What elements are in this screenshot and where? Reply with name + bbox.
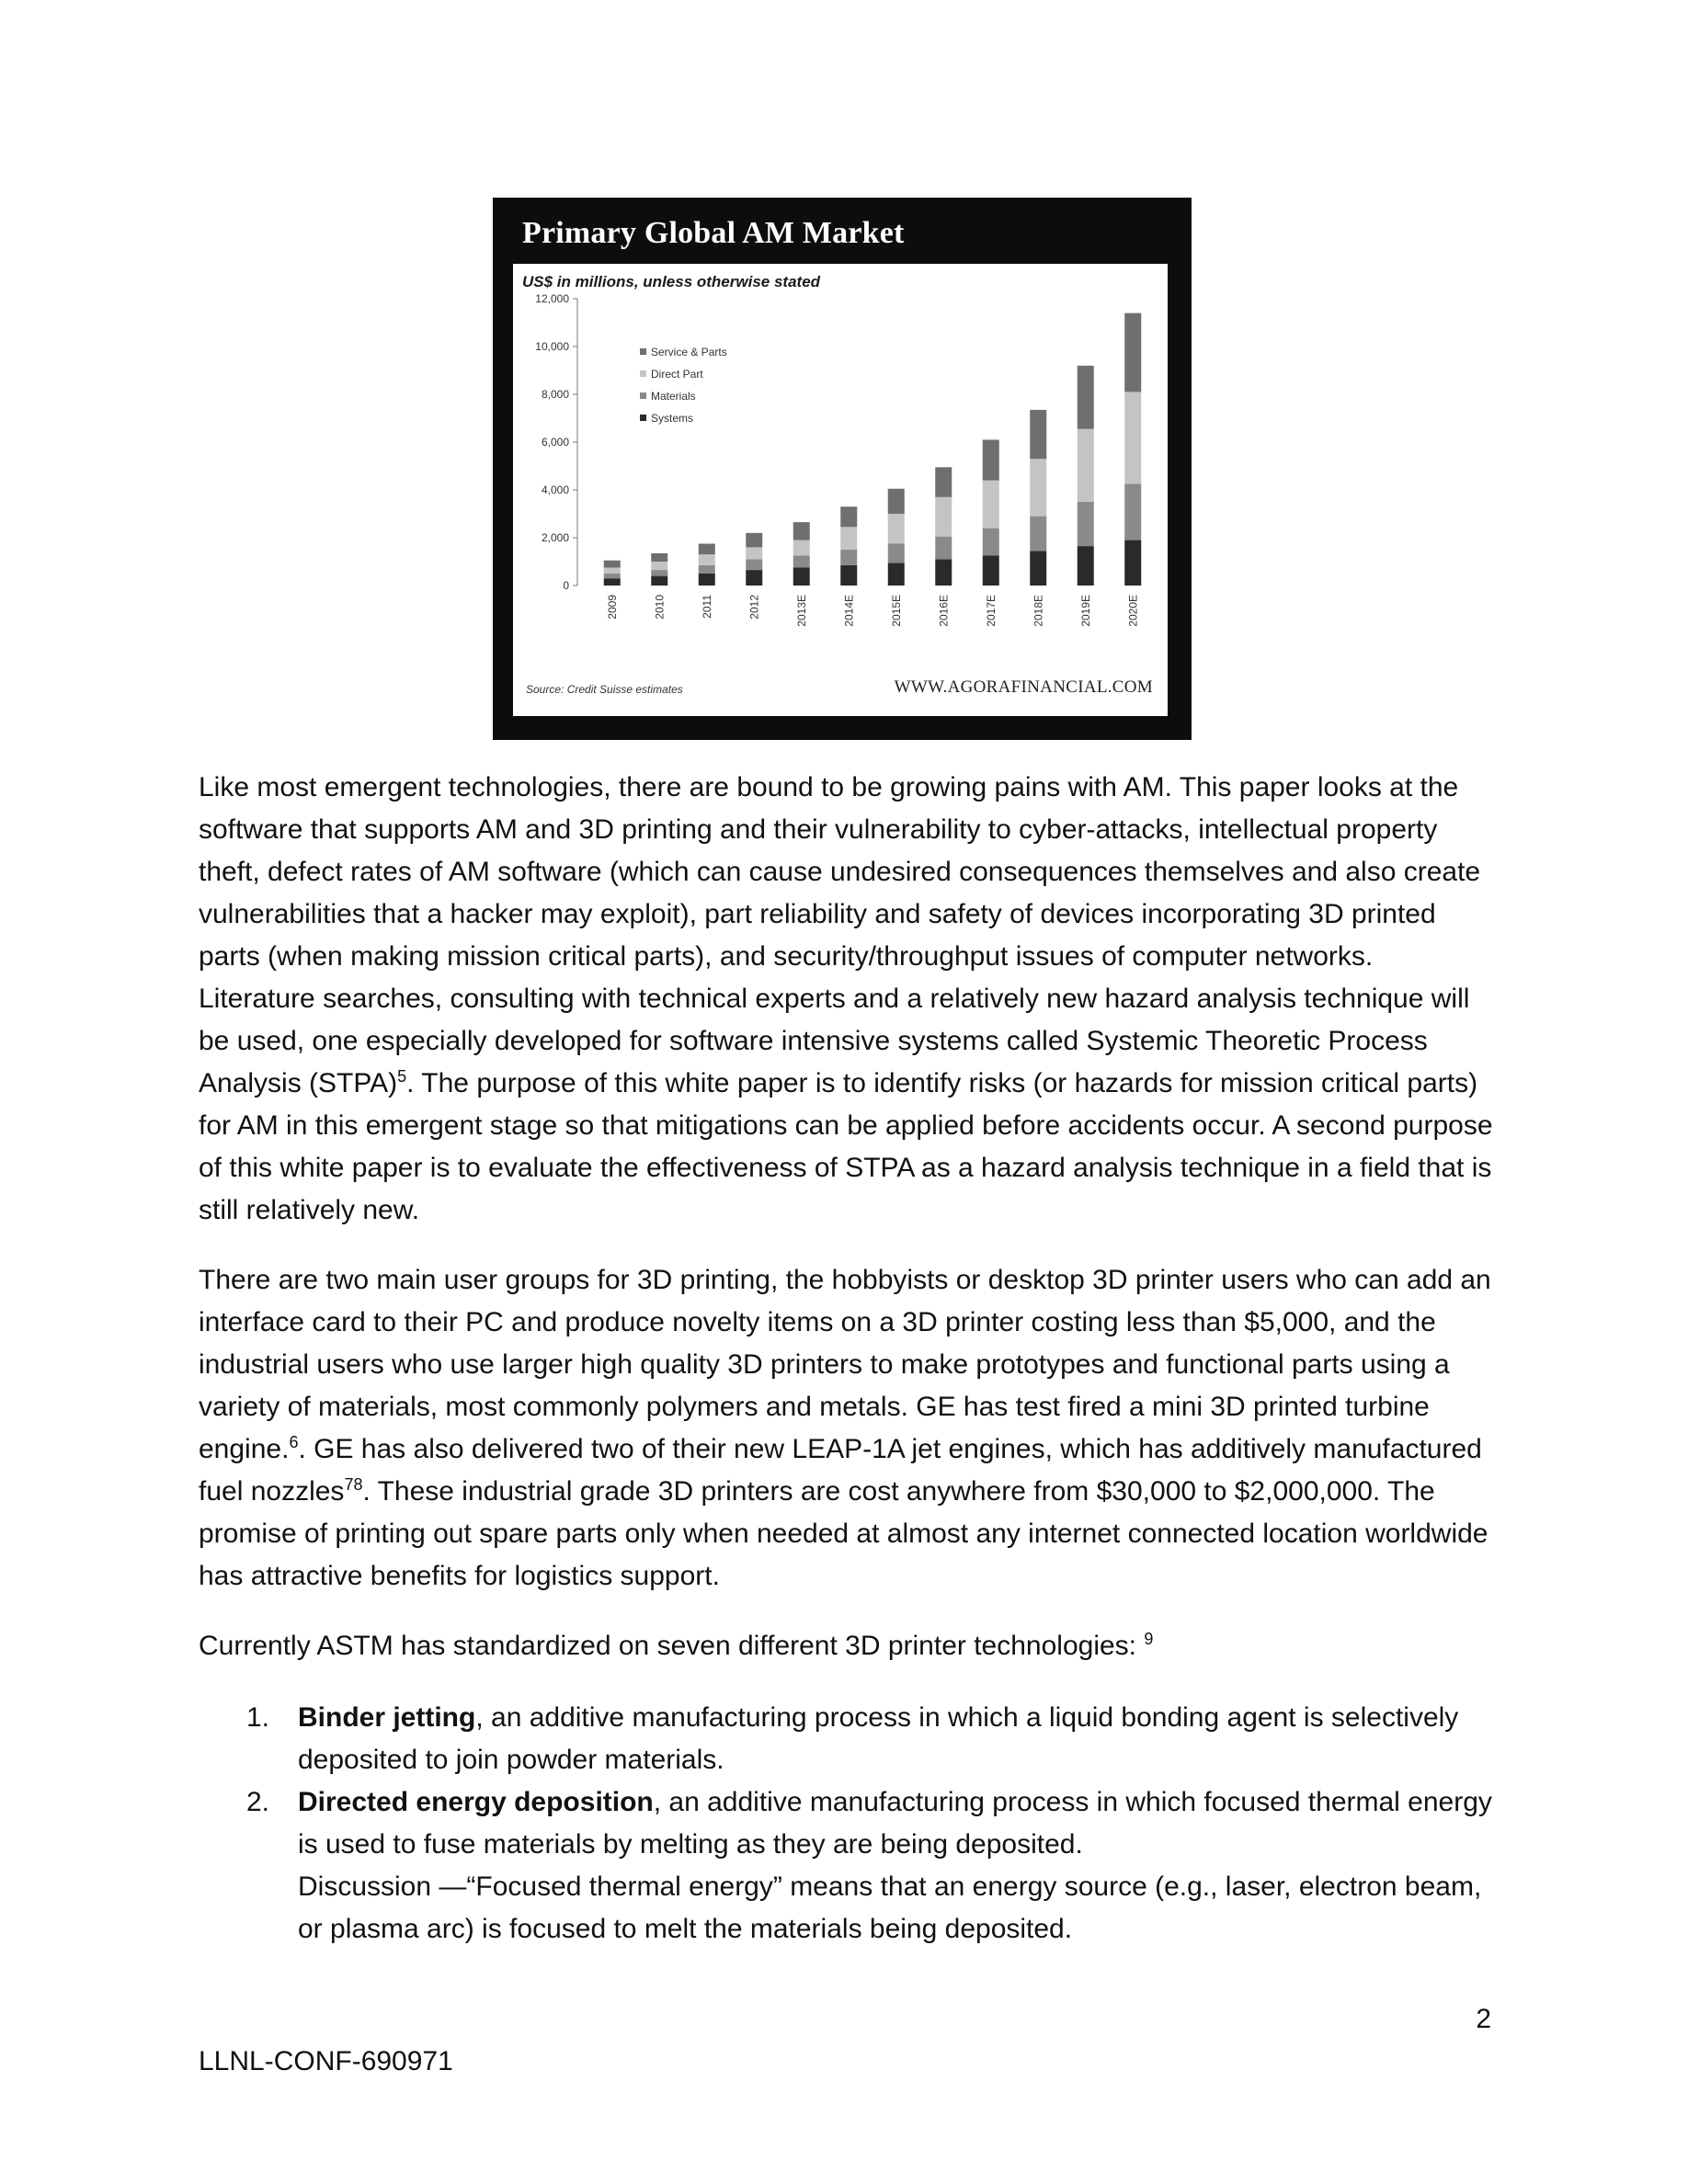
bar-segment-service-parts: [888, 489, 905, 514]
list-text: , an additive manufacturing process in which focused thermal energy is used to fuse materials by melting as they are being deposited.: [298, 1787, 1492, 1860]
legend-swatch: [640, 348, 646, 355]
footnote-ref-78[interactable]: 78: [344, 1475, 363, 1494]
legend-swatch: [640, 370, 646, 377]
document-id: LLNL-CONF-690971: [199, 2046, 453, 2076]
paragraph-3: [199, 1625, 1495, 1667]
legend-label: Systems: [651, 412, 694, 425]
footnote-ref-5[interactable]: 5: [397, 1067, 407, 1086]
bar-segment-systems: [604, 578, 621, 586]
list-term: Binder jetting: [298, 1702, 476, 1733]
bar-segment-systems: [840, 565, 857, 586]
chart-figure: [493, 198, 1192, 740]
bar-segment-materials: [1030, 517, 1046, 552]
bar-segment-direct-part: [651, 562, 667, 570]
bar-segment-service-parts: [793, 522, 810, 540]
legend-swatch: [640, 392, 646, 399]
bar-segment-systems: [699, 574, 715, 586]
bar-segment-direct-part: [888, 514, 905, 544]
bar-segment-materials: [983, 529, 999, 556]
bar-segment-service-parts: [1124, 313, 1141, 392]
bar-segment-direct-part: [1078, 429, 1094, 502]
bar-segment-direct-part: [935, 497, 952, 537]
x-tick-label: 2017E: [984, 595, 998, 627]
stacked-bar-chart: [513, 264, 1168, 716]
bar-segment-service-parts: [983, 439, 999, 480]
y-tick-label: 10,000: [535, 340, 569, 353]
bar-segment-service-parts: [1078, 366, 1094, 429]
bar-segment-materials: [793, 556, 810, 568]
list-number: 1.: [246, 1702, 270, 1733]
chart-panel: [513, 264, 1168, 716]
y-tick-label: 0: [563, 579, 569, 592]
bar-segment-systems: [651, 576, 667, 586]
legend-label: Materials: [651, 390, 696, 403]
bar-segment-materials: [888, 544, 905, 563]
bar-segment-systems: [746, 570, 762, 586]
y-tick-label: 6,000: [541, 436, 569, 449]
bar-segment-systems: [983, 556, 999, 586]
bar-segment-materials: [651, 570, 667, 576]
bar-segment-systems: [1124, 540, 1141, 586]
x-tick-label: 2018E: [1032, 595, 1045, 627]
y-tick-label: 4,000: [541, 483, 569, 496]
chart-subtitle: US$ in millions, unless otherwise stated: [522, 273, 821, 290]
bar-segment-service-parts: [935, 467, 952, 497]
paragraph-1-rest: . The purpose of this white paper is to identify risks (or hazards for mission critical parts) for AM in this emergent stage so that mitigations can be applied before accidents occur. A second purpose of this white paper is to evaluate the effectiveness of STPA as a hazard analysis technique in a field that is still relatively new.: [199, 1068, 1493, 1225]
x-tick-label: 2011: [700, 595, 713, 619]
bar-segment-direct-part: [746, 547, 762, 559]
bar-segment-service-parts: [1030, 410, 1046, 459]
paragraph-2-text-b: . GE has also delivered two of their new LEAP-1A jet engines, which has additively manufactured fuel nozzles: [199, 1434, 1482, 1507]
chart-source: Source: Credit Suisse estimates: [526, 683, 683, 696]
bar-segment-systems: [793, 568, 810, 586]
bar-segment-service-parts: [840, 506, 857, 527]
list-discussion: Discussion —“Focused thermal energy” means that an energy source (e.g., laser, electron beam, or plasma arc) is focused to melt the materials being deposited.: [298, 1871, 1482, 1944]
list-term: Directed energy deposition: [298, 1787, 654, 1817]
bar-segment-materials: [1124, 484, 1141, 540]
legend-label: Direct Part: [651, 368, 703, 381]
list-item: [199, 1781, 1495, 1951]
bar-segment-materials: [604, 574, 621, 578]
paragraph-2-text-a: There are two main user groups for 3D printing, the hobbyists or desktop 3D printer users who can add an interface card to their PC and produce novelty items on a 3D printer costing less than $5,000, and the industrial users who use larger high quality 3D printers to make prototypes and functional parts using a variety of materials, most commonly polymers and metals. GE has test fired a mini 3D printed turbine engine.: [199, 1265, 1491, 1464]
bar-segment-direct-part: [604, 568, 621, 574]
paragraph-2: [199, 1259, 1495, 1598]
x-tick-label: 2019E: [1078, 595, 1092, 627]
paragraph-1-text: Like most emergent technologies, there are bound to be growing pains with AM. This paper looks at the software that supports AM and 3D printing and their vulnerability to cyber-attacks, intellectual property theft, defect rates of AM software (which can cause undesired consequences themselves and also create vulnerabilities that a hacker may exploit), part reliability and safety of devices incorporating 3D printed parts (when making mission critical parts), and security/throughput issues of computer networks. Literature searches, consulting with technical experts and a relatively new hazard analysis technique will be used, one especially developed for software intensive systems called Systemic Theoretic Process Analysis (STPA): [199, 772, 1481, 1098]
bar-segment-service-parts: [699, 544, 715, 555]
bar-segment-systems: [1030, 551, 1046, 586]
bar-segment-service-parts: [651, 553, 667, 562]
x-tick-label: 2013E: [794, 595, 808, 627]
x-tick-label: 2020E: [1126, 595, 1140, 627]
bar-segment-systems: [1078, 546, 1094, 586]
legend-swatch: [640, 415, 646, 421]
bar-segment-direct-part: [983, 481, 999, 529]
list-text: , an additive manufacturing process in which a liquid bonding agent is selectively deposited to join powder materials.: [298, 1702, 1459, 1775]
x-tick-label: 2016E: [937, 595, 951, 627]
y-tick-label: 12,000: [535, 292, 569, 305]
bar-segment-materials: [935, 537, 952, 560]
bar-segment-systems: [888, 563, 905, 586]
bar-segment-materials: [746, 559, 762, 570]
x-tick-label: 2012: [747, 595, 761, 620]
chart-url: WWW.AGORAFINANCIAL.COM: [894, 677, 1153, 697]
page-number: 2: [1476, 2004, 1491, 2034]
x-tick-label: 2015E: [889, 595, 903, 627]
paragraph-3-text: Currently ASTM has standardized on seven different 3D printer technologies:: [199, 1631, 1145, 1661]
x-tick-label: 2009: [605, 595, 619, 620]
bar-segment-direct-part: [1124, 392, 1141, 483]
bar-segment-direct-part: [840, 527, 857, 550]
list-number: 2.: [246, 1787, 270, 1817]
list-item: [199, 1697, 1495, 1781]
chart-title: Primary Global AM Market: [522, 216, 905, 250]
technology-list: [199, 1697, 1495, 1951]
x-tick-label: 2010: [653, 595, 667, 620]
bar-segment-materials: [699, 565, 715, 574]
bar-segment-service-parts: [746, 533, 762, 548]
y-tick-label: 8,000: [541, 388, 569, 401]
legend-label: Service & Parts: [651, 346, 727, 358]
bar-segment-direct-part: [1030, 459, 1046, 516]
y-tick-label: 2,000: [541, 531, 569, 544]
bar-segment-direct-part: [699, 554, 715, 565]
bar-segment-materials: [1078, 502, 1094, 546]
x-tick-label: 2014E: [842, 595, 856, 627]
bar-segment-service-parts: [604, 561, 621, 568]
paragraph-2-text-c: . These industrial grade 3D printers are cost anywhere from $30,000 to $2,000,000. The promise of printing out spare parts only when needed at almost any internet connected location worldwide has attractive benefits for logistics support.: [199, 1476, 1488, 1591]
bar-segment-systems: [935, 559, 952, 586]
bar-segment-direct-part: [793, 540, 810, 556]
footnote-ref-9[interactable]: 9: [1144, 1630, 1154, 1648]
footnote-ref-6[interactable]: 6: [289, 1433, 299, 1451]
paragraph-1: [199, 767, 1495, 1232]
bar-segment-materials: [840, 550, 857, 565]
